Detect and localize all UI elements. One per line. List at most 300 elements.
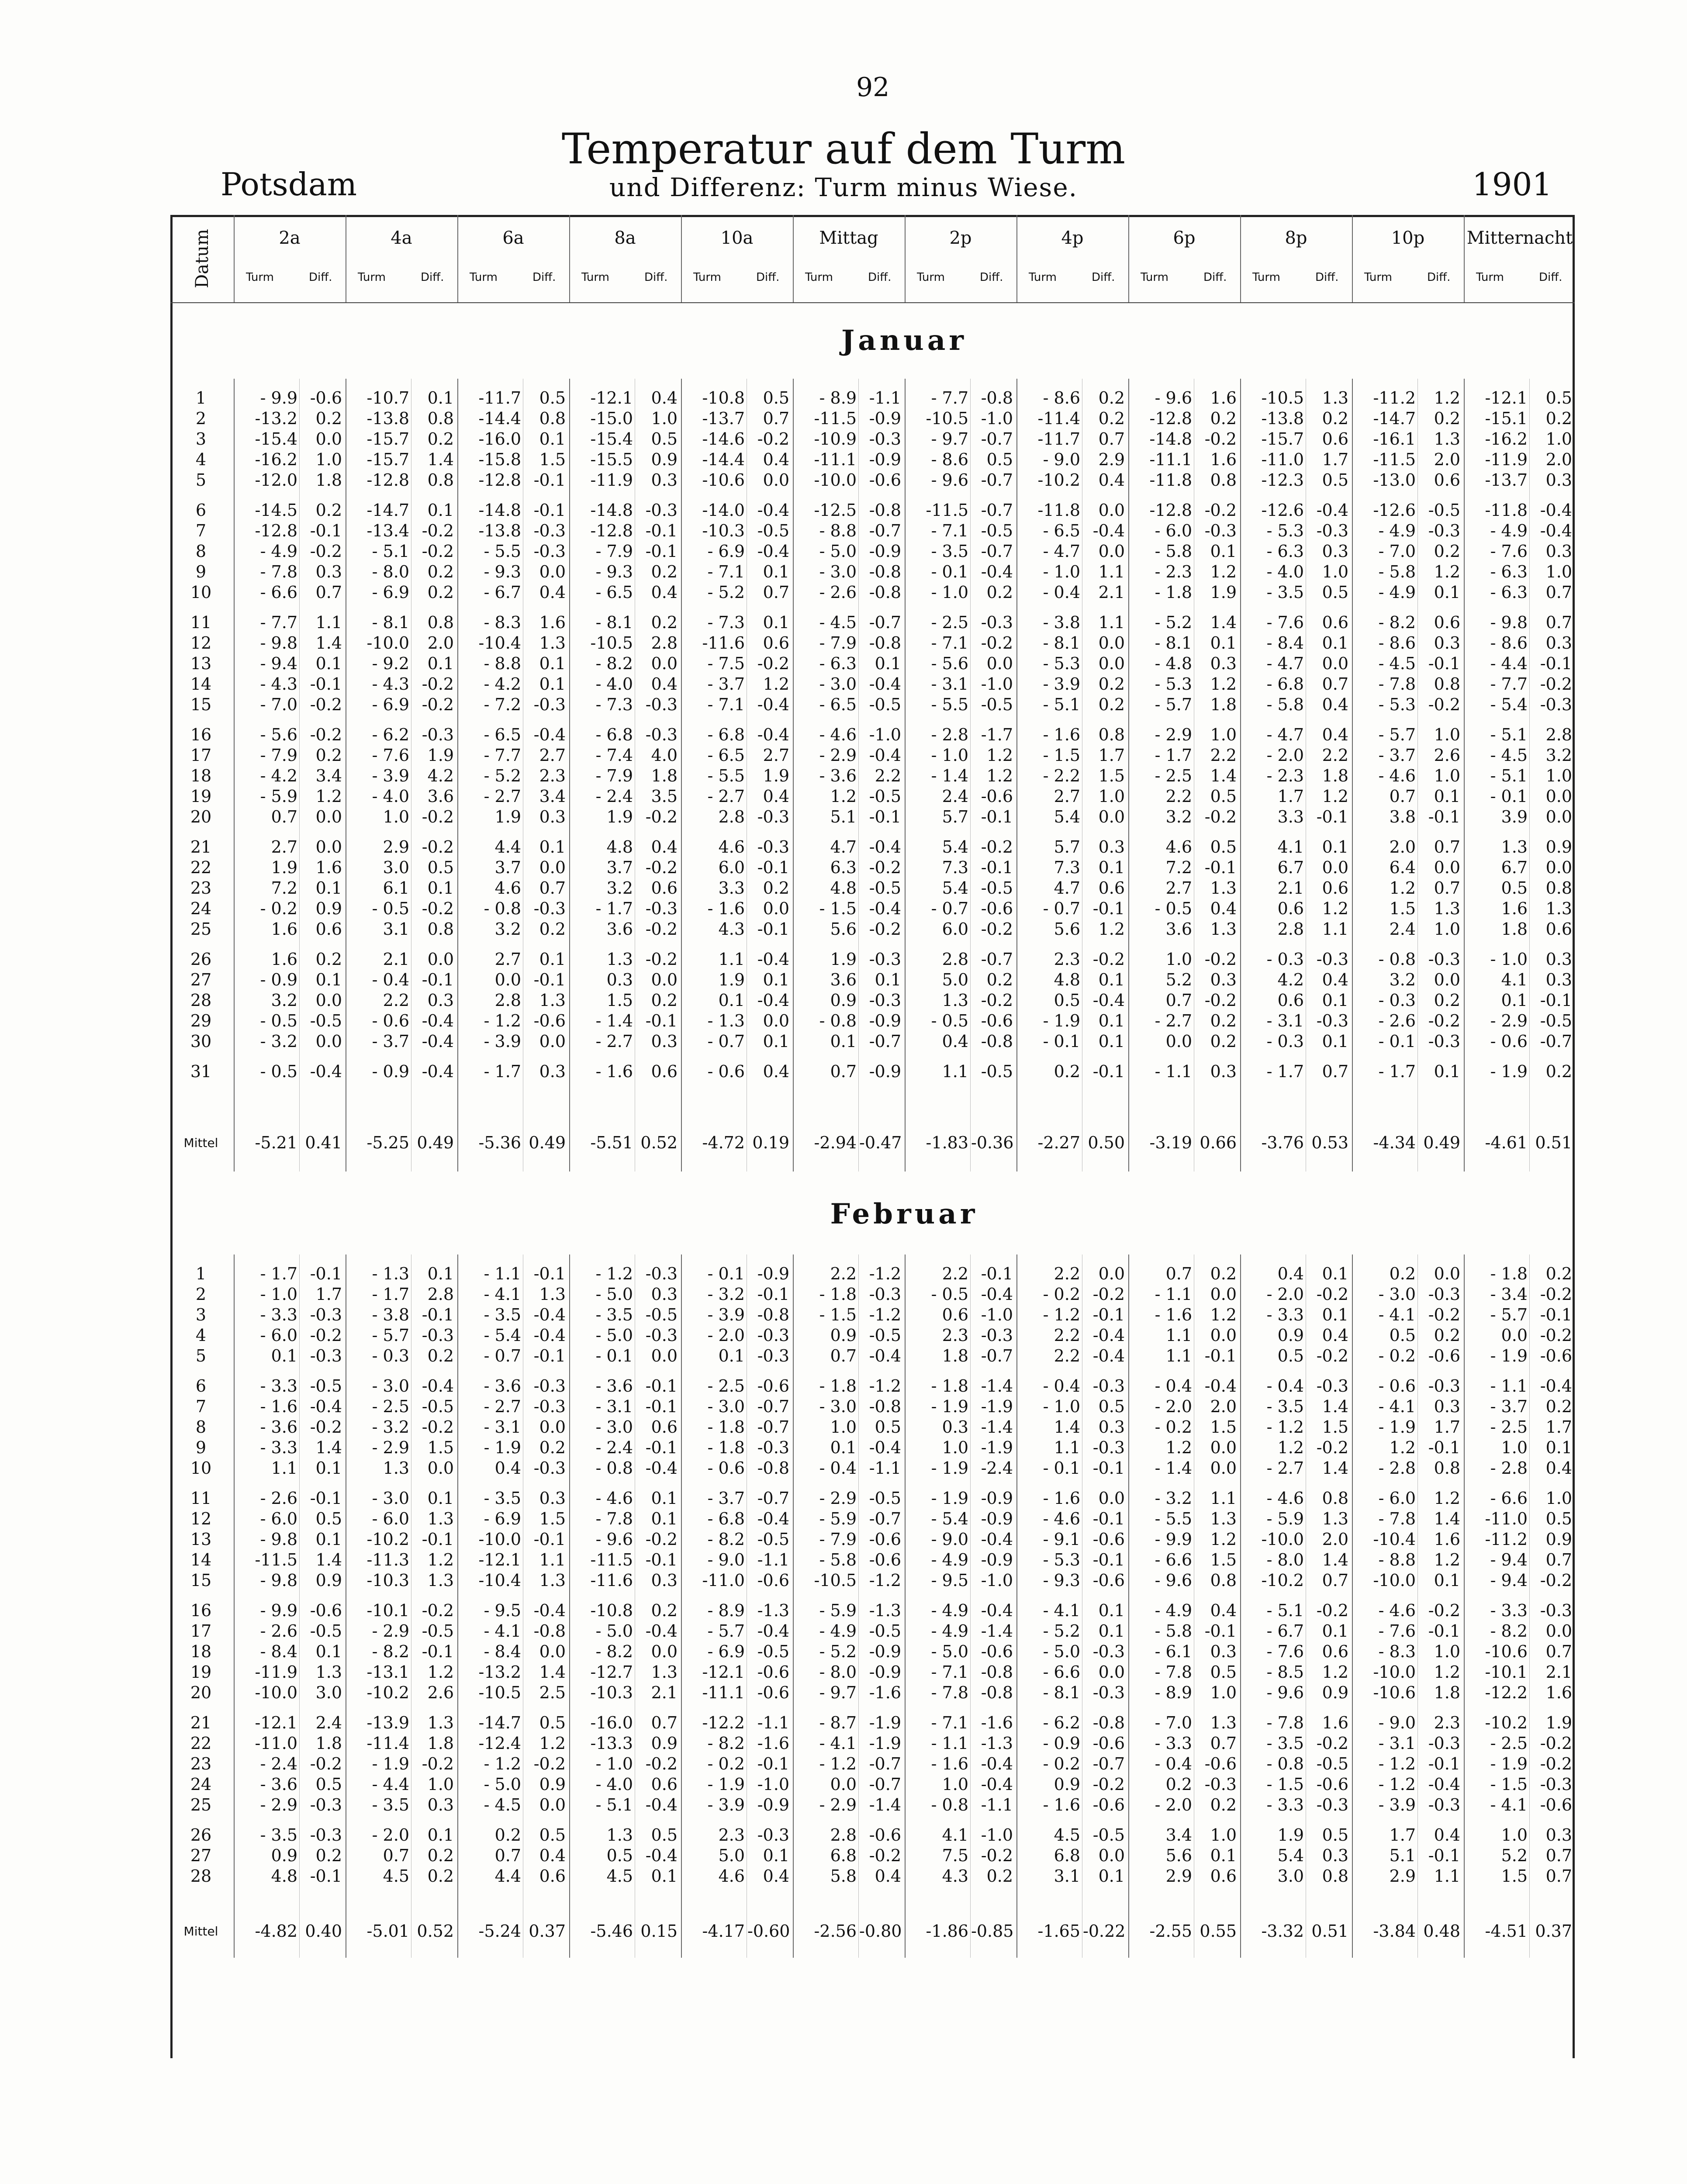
diff-value: 1.4 [315,633,342,653]
turm-value: -11.4 [366,1734,409,1753]
turm-value: - 8.2 [595,1642,633,1661]
diff-value: 0.7 [1545,1846,1572,1865]
diff-value: 0.2 [1434,991,1460,1010]
diff-value: 0.52 [417,1921,454,1941]
turm-value: - 4.7 [1043,542,1080,561]
turm-value: - 3.3 [260,1376,297,1396]
turm-value: 7.3 [1054,858,1080,877]
turm-value: 2.2 [1054,1346,1080,1365]
turm-value: 2.7 [271,837,297,857]
turm-value: -11.5 [590,1550,633,1569]
table-row [170,1375,1575,1396]
diff-value: 1.0 [1210,1683,1237,1702]
turm-value: -12.6 [1373,501,1416,520]
table-row [170,674,1575,695]
diff-value: -0.2 [422,1601,454,1620]
diff-value: -0.2 [1540,1285,1572,1304]
turm-value: 2.4 [942,787,968,806]
diff-value: 2.1 [1545,1662,1572,1682]
diff-value: 0.6 [1322,613,1348,632]
day-number: 9 [195,562,207,581]
diff-value: -0.1 [645,1550,678,1569]
diff-value: -0.4 [645,1846,678,1865]
turm-value: -10.9 [814,429,857,449]
mittel-row [170,1132,1575,1153]
diff-value: 0.5 [315,1775,342,1794]
diff-value: 0.5 [1210,787,1237,806]
diff-value: -0.7 [869,1754,901,1773]
turm-value: 0.4 [1277,1264,1304,1283]
turm-value: - 2.9 [372,1438,409,1457]
diff-value: -0.4 [1092,991,1125,1010]
diff-label: Diff. [644,271,668,284]
turm-value: - 7.1 [931,1713,968,1732]
diff-value: -1.4 [869,1795,901,1814]
table-row [170,1570,1575,1591]
turm-value: -13.9 [366,1713,409,1732]
diff-value: 0.0 [1098,1662,1125,1682]
turm-label: Turm [470,271,498,284]
diff-value: 0.6 [1322,1642,1348,1661]
diff-value: -0.4 [757,950,789,969]
turm-value: 4.5 [606,1866,633,1886]
diff-value: 0.1 [1434,1571,1460,1590]
mittel-row [170,1921,1575,1942]
turm-value: 2.1 [1277,878,1304,898]
diff-value: -0.4 [1092,521,1125,540]
turm-value: 0.1 [718,1346,745,1365]
turm-value: - 6.5 [1043,521,1080,540]
diff-value: -0.1 [645,1011,678,1030]
diff-value: -0.8 [869,1397,901,1416]
turm-value: 3.3 [1277,807,1304,826]
diff-value: -0.4 [757,501,789,520]
turm-value: 1.3 [1501,837,1528,857]
turm-value: - 1.9 [931,1397,968,1416]
diff-value: 0.1 [315,970,342,989]
turm-value: - 7.8 [1266,1713,1304,1732]
diff-value: 0.5 [315,1509,342,1528]
turm-value: - 3.5 [595,1305,633,1324]
diff-value: 0.2 [1210,1011,1237,1030]
turm-value: -10.0 [478,1530,521,1549]
turm-value: 0.1 [718,991,745,1010]
diff-value: -0.8 [981,1662,1013,1682]
diff-value: 1.0 [1545,766,1572,785]
column-rule [681,1254,682,1958]
diff-value: 0.3 [651,1571,678,1590]
turm-value: - 5.0 [595,1285,633,1304]
turm-label: Turm [1252,271,1280,284]
turm-value: - 0.5 [931,1011,968,1030]
turm-value: - 7.8 [260,562,297,581]
diff-value: 0.7 [1322,674,1348,694]
diff-value: 0.2 [1322,409,1348,428]
diff-value: -0.5 [981,1062,1013,1081]
turm-value: - 2.3 [1266,766,1304,785]
turm-value: - 4.2 [484,674,521,694]
diff-value: -0.6 [869,1550,901,1569]
turm-value: 0.0 [1165,1032,1192,1051]
turm-value: - 3.5 [931,542,968,561]
turm-value: -11.8 [1037,501,1080,520]
diff-value: 1.4 [1322,1397,1348,1416]
turm-value: - 3.5 [484,1489,521,1508]
turm-value: - 5.7 [1378,725,1416,744]
turm-value: 6.4 [1389,858,1416,877]
diff-value: 0.7 [1210,1734,1237,1753]
turm-value: - 0.1 [707,1264,745,1283]
table-row [170,1662,1575,1683]
column-rule [234,1254,235,1958]
turm-value: - 1.5 [819,1305,857,1324]
turm-value: - 6.6 [1155,1550,1192,1569]
turm-value: - 4.9 [1490,521,1528,540]
diff-value: -0.1 [1092,1062,1125,1081]
diff-value: -1.4 [981,1376,1013,1396]
diff-value: -1.0 [981,409,1013,428]
diff-value: 1.2 [1098,919,1125,939]
diff-value: 1.5 [1322,1417,1348,1437]
day-number: 22 [190,858,212,877]
turm-value: - 5.3 [1043,1550,1080,1569]
diff-value: 0.0 [315,1032,342,1051]
diff-value: 0.8 [539,409,566,428]
diff-value: 0.3 [1545,1825,1572,1845]
day-number: 26 [190,950,212,969]
turm-value: - 2.9 [1155,725,1192,744]
diff-value: 0.3 [539,1062,566,1081]
mittel-label: Mittel [183,1136,218,1150]
turm-value: - 4.1 [1043,1601,1080,1620]
diff-value: 0.6 [1098,878,1125,898]
diff-value: 0.3 [1545,470,1572,490]
day-number: 1 [195,1264,207,1283]
diff-value: -0.3 [1428,1376,1460,1396]
diff-value: -0.5 [869,878,901,898]
diff-value: -0.4 [757,542,789,561]
diff-value: -0.1 [981,858,1013,877]
table-row [170,1753,1575,1774]
diff-value: -0.2 [1428,1305,1460,1324]
diff-value: -0.1 [1092,1458,1125,1478]
turm-value: 2.4 [1389,919,1416,939]
day-number: 19 [190,787,212,806]
turm-value: - 8.8 [1378,1550,1416,1569]
turm-value: -11.5 [1373,450,1416,469]
diff-value: -0.1 [1428,654,1460,673]
table-row [170,1529,1575,1550]
turm-value: -13.4 [366,521,409,540]
turm-value: -10.3 [702,521,745,540]
turm-value: 4.1 [942,1825,968,1845]
turm-value: 2.7 [1054,787,1080,806]
turm-value: -12.2 [702,1713,745,1732]
turm-value: 1.0 [1501,1438,1528,1457]
turm-value: - 1.9 [707,1775,745,1794]
diff-value: 0.51 [1535,1133,1572,1152]
turm-value: - 1.8 [1155,583,1192,602]
diff-label: Diff. [421,271,444,284]
hour-label: 2a [279,228,301,248]
table-row [170,1641,1575,1662]
diff-value: -0.2 [1428,1601,1460,1620]
diff-value: -0.6 [533,1011,566,1030]
table-row [170,694,1575,715]
turm-value: - 1.1 [1155,1285,1192,1304]
turm-value: 4.5 [383,1866,409,1886]
turm-value: - 6.8 [707,725,745,744]
diff-value: 0.9 [315,899,342,918]
diff-value: 1.1 [315,613,342,632]
diff-value: 3.4 [539,787,566,806]
turm-value: -10.2 [366,1530,409,1549]
diff-value: -0.5 [981,878,1013,898]
table-row [170,1488,1575,1509]
turm-value: 4.2 [1277,970,1304,989]
turm-value: -12.4 [478,1734,521,1753]
turm-value: 0.9 [830,1326,857,1345]
turm-value: - 9.7 [931,429,968,449]
diff-value: 1.8 [1434,1683,1460,1702]
diff-value: 1.3 [1434,899,1460,918]
turm-value: - 3.9 [707,1795,745,1814]
turm-value: - 6.6 [1490,1489,1528,1508]
turm-value: - 0.4 [1043,1376,1080,1396]
turm-value: -11.1 [1149,450,1192,469]
hour-header [681,215,793,302]
turm-value: 1.2 [1389,1438,1416,1457]
turm-value: - 1.6 [595,1062,633,1081]
turm-value: - 2.0 [1266,746,1304,765]
turm-value: - 5.1 [1266,1601,1304,1620]
turm-value: 5.1 [830,807,857,826]
day-number: 2 [195,409,207,428]
day-number: 14 [190,1550,212,1569]
diff-value: 0.8 [1322,1489,1348,1508]
turm-value: 7.2 [1165,858,1192,877]
diff-value: -1.9 [981,1438,1013,1457]
turm-value: 0.0 [830,1775,857,1794]
hour-label: 8p [1285,228,1307,248]
turm-value: - 3.3 [1266,1305,1304,1324]
diff-value: 0.1 [1322,633,1348,653]
diff-value: -0.2 [645,919,678,939]
diff-value: -0.7 [1540,1032,1572,1051]
diff-value: -0.8 [757,1458,789,1478]
diff-value: 0.37 [1535,1921,1572,1941]
turm-value: 1.9 [494,807,521,826]
turm-value: 2.8 [718,807,745,826]
turm-value: -10.6 [702,470,745,490]
diff-value: -0.6 [1540,1346,1572,1365]
turm-value: -3.32 [1261,1921,1304,1941]
day-number: 14 [190,674,212,694]
diff-value: -0.3 [533,695,566,714]
diff-value: 4.2 [427,766,454,785]
table-row [170,1304,1575,1325]
turm-value: - 4.9 [1378,521,1416,540]
diff-value: -0.1 [533,1530,566,1549]
diff-value: -0.6 [981,1011,1013,1030]
turm-value: - 8.8 [484,654,521,673]
turm-value: -11.0 [1261,450,1304,469]
turm-value: - 0.8 [484,899,521,918]
diff-value: -0.9 [869,450,901,469]
turm-value: 2.7 [1165,878,1192,898]
hour-label: 8a [614,228,636,248]
diff-value: 0.0 [427,950,454,969]
turm-value: -13.8 [478,521,521,540]
diff-value: 0.2 [1545,409,1572,428]
table-row [170,969,1575,990]
diff-value: -0.6 [757,1571,789,1590]
diff-value: 0.5 [1322,470,1348,490]
turm-value: - 2.2 [1043,766,1080,785]
turm-value: 1.3 [606,1825,633,1845]
turm-value: - 9.9 [260,1601,297,1620]
turm-value: 3.2 [1389,970,1416,989]
turm-value: -12.8 [1149,409,1192,428]
diff-value: 1.2 [986,746,1013,765]
diff-value: -0.1 [310,1264,342,1283]
diff-value: -0.3 [533,1397,566,1416]
turm-value: - 6.0 [1378,1489,1416,1508]
diff-value: -0.4 [869,1438,901,1457]
turm-value: - 4.9 [1378,583,1416,602]
day-number: 23 [190,878,212,898]
diff-value: 0.4 [651,674,678,694]
diff-value: -0.4 [645,1621,678,1641]
turm-value: - 0.5 [260,1062,297,1081]
turm-value: - 5.9 [819,1509,857,1528]
day-number: 24 [190,899,212,918]
turm-value: - 3.7 [372,1032,409,1051]
diff-label: Diff. [980,271,1003,284]
turm-value: - 0.9 [1043,1734,1080,1753]
diff-value: -0.9 [981,1550,1013,1569]
turm-value: - 7.4 [595,746,633,765]
table-row [170,653,1575,674]
turm-value: - 4.1 [1378,1397,1416,1416]
diff-value: -0.3 [533,1376,566,1396]
turm-value: 2.2 [942,1264,968,1283]
diff-value: -0.3 [1204,1775,1237,1794]
diff-value: -0.6 [757,1683,789,1702]
turm-value: -15.1 [1485,409,1528,428]
diff-value: -0.1 [310,1866,342,1886]
diff-value: -0.7 [1092,1754,1125,1773]
diff-value: 0.0 [651,970,678,989]
diff-value: -0.2 [422,695,454,714]
turm-value: - 3.5 [1266,1734,1304,1753]
diff-value: -0.2 [1204,501,1237,520]
diff-value: -0.5 [1092,1825,1125,1845]
turm-value: - 1.0 [1043,1397,1080,1416]
hour-label: 10p [1391,228,1425,248]
temperature-table [170,215,1575,2058]
diff-value: -0.2 [757,429,789,449]
turm-value: - 8.4 [260,1642,297,1661]
turm-label: Turm [1364,271,1392,284]
turm-value: -10.2 [1037,470,1080,490]
diff-value: 0.6 [651,1775,678,1794]
diff-value: -0.3 [981,1326,1013,1345]
turm-value: 0.5 [1054,991,1080,1010]
diff-value: 1.9 [1545,1713,1572,1732]
diff-value: 0.7 [1545,1866,1572,1886]
turm-value: 1.3 [942,991,968,1010]
turm-value: - 7.0 [1155,1713,1192,1732]
diff-value: -0.2 [869,919,901,939]
diff-value: 0.8 [1210,470,1237,490]
diff-value: 1.2 [986,766,1013,785]
diff-value: -0.4 [533,1305,566,1324]
diff-value: 1.0 [1434,766,1460,785]
turm-value: 0.5 [1389,1326,1416,1345]
turm-value: - 8.2 [1378,613,1416,632]
diff-value: -0.5 [757,521,789,540]
diff-value: 0.6 [651,878,678,898]
diff-value: 1.2 [539,1734,566,1753]
turm-value: - 9.7 [819,1683,857,1702]
turm-value: 3.1 [1054,1866,1080,1886]
diff-value: 1.1 [1098,613,1125,632]
diff-value: -0.5 [981,521,1013,540]
diff-value: 0.5 [1098,1397,1125,1416]
diff-value: 0.9 [1545,1530,1572,1549]
diff-value: -0.3 [533,1458,566,1478]
diff-value: 0.7 [1545,613,1572,632]
diff-value: 0.5 [651,1825,678,1845]
turm-value: - 5.4 [484,1326,521,1345]
turm-value: 6.0 [942,919,968,939]
diff-value: -0.3 [757,837,789,857]
diff-value: 0.37 [529,1921,566,1941]
diff-value: 2.8 [651,633,678,653]
turm-value: - 0.1 [931,562,968,581]
diff-value: 0.8 [1434,1458,1460,1478]
diff-value: -0.9 [869,1011,901,1030]
diff-value: -0.2 [1316,1601,1348,1620]
diff-value: 0.4 [1098,470,1125,490]
turm-value: - 8.0 [1266,1550,1304,1569]
diff-value: 0.41 [305,1133,342,1152]
diff-value: -0.2 [422,674,454,694]
turm-value: - 7.1 [931,1662,968,1682]
diff-value: 0.52 [640,1133,678,1152]
turm-value: 0.1 [1501,991,1528,1010]
turm-value: 6.3 [830,858,857,877]
diff-value: -0.6 [1092,1795,1125,1814]
column-rule [457,379,458,1171]
hour-header [457,215,569,302]
turm-value: 0.7 [383,1846,409,1865]
diff-value: 1.3 [1434,429,1460,449]
turm-value: -11.6 [702,633,745,653]
diff-value: -0.6 [1204,1754,1237,1773]
turm-value: -13.7 [702,409,745,428]
diff-value: -0.4 [422,1062,454,1081]
turm-value: 2.1 [383,950,409,969]
diff-value: -0.22 [1083,1921,1126,1941]
turm-value: -2.94 [814,1133,857,1152]
diff-value: 0.5 [875,1417,901,1437]
diff-value: 1.1 [1322,919,1348,939]
diff-value: 1.9 [1210,583,1237,602]
turm-value: - 4.9 [1155,1601,1192,1620]
diff-value: -0.1 [1316,807,1348,826]
